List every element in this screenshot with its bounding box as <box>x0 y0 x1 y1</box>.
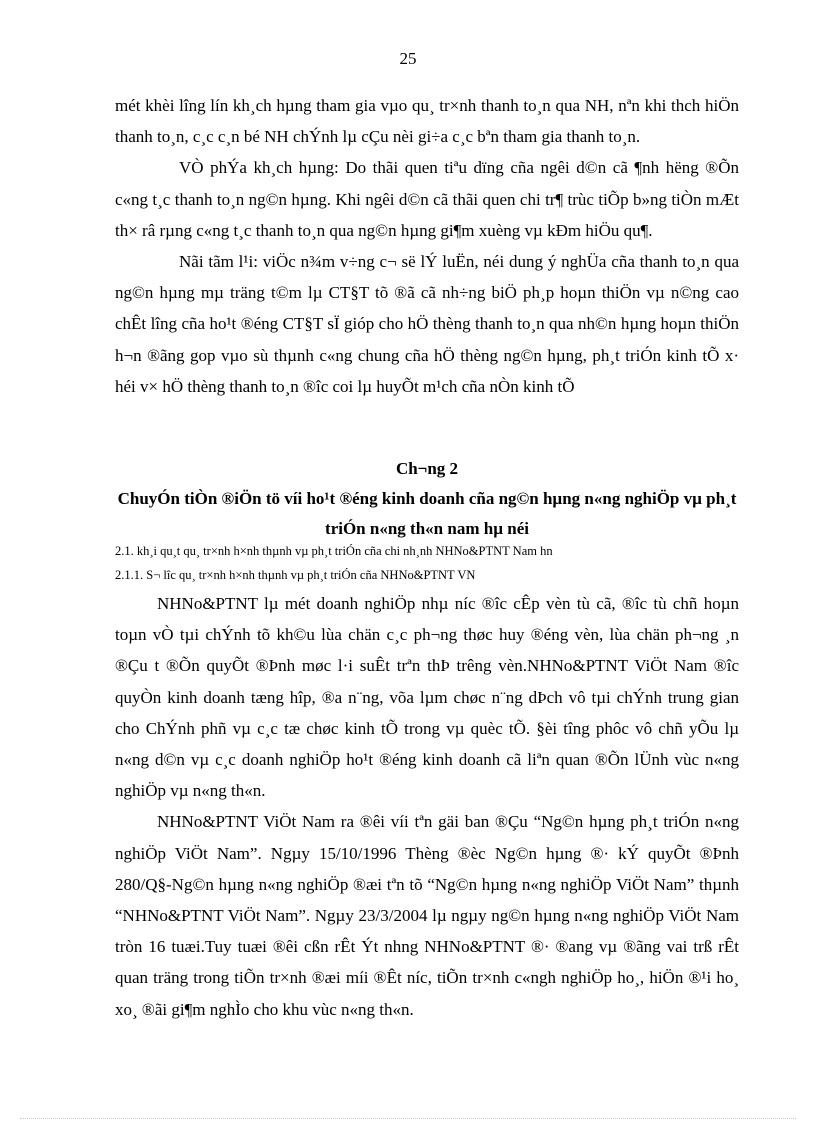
paragraph: NHNo&PTNT ViÖt Nam ra ®êi víi tªn gäi ban ®Çu “Ng©n hµng ph¸t triÓn n«ng nghiÖp ViÖt Nam”. Ngµy 15/10/1996 Thèng ®èc Ng©n hµng ®· kÝ quyÕt ®Þnh 280/Q§-Ng©n hµng n«ng nghiÖp ®æi tªn tõ “Ng©n hµng n«ng nghiÖp ViÖt Nam” thµnh “NHNo&PTNT ViÖt Nam”. Ngµy 23/3/2004 lµ ngµy ng©n hµng n«ng nghiÖp ViÖt Nam tròn 16 tuæi.Tuy tuæi ®êi cßn rÊt Ýt nhng NHNo&PTNT ®· ®ang vµ ®ãng vai trß rÊt quan träng trong tiÕn tr×nh ®æi míi ®Êt níc, tiÕn tr×nh c«ngh nghiÖp ho¸, hiÖn ®¹i ho¸ xo¸ ®ãi gi¶m nghÌo cho khu vùc n«ng th«n. <box>115 812 739 1019</box>
paragraph: Nãi tãm l¹i: viÖc n¾m v÷ng c¬ së lÝ luËn, néi dung ý nghÜa cña thanh to¸n qua ng©n hµng mµ träng t©m lµ CT§T tõ ®ã cã nh÷ng biÖ ph¸p hoµn thiÖn vµ n©ng cao chÊt lîng cña ho¹t ®éng CT§T sÏ gióp cho hÖ thèng thanh to¸n qua nh©n hµng hoµn thiÖn h¬n ®ãng gop vµo sù thµnh c«ng chung cña hÖ thèng ng©n hµng, ph¸t triÓn kinh tÕ x· héi v× hÖ thèng thanh to¸n ®îc coi lµ huyÕt m¹ch cña nÒn kinh tÕ <box>115 252 739 396</box>
section-heading-2-1: 2.1. kh¸i qu¸t qu¸ tr×nh h×nh thµnh vµ ph¸t triÓn cña chi nh¸nh NHNo&PTNT Nam hn <box>115 544 553 558</box>
paragraph: VÒ phÝa kh¸ch hµng: Do thãi quen tiªu dïng cña ngêi d©n cã ¶nh hëng ®Õn c«ng t¸c thanh to¸n ng©n hµng. Khi ngêi d©n cã thãi quen chi tr¶ trùc tiÕp b»ng tiÒn mÆt th× râ rµng c«ng t¸c thanh to¸n qua ng©n hµng gi¶m xuèng vµ kÐm hiÖu qu¶. <box>115 158 739 240</box>
chapter-subtitle: ChuyÓn tiÒn ®iÖn tö víi ho¹t ®éng kinh doanh cña ng©n hµng n«ng nghiÖp vµ ph¸t triÓn n«ng th«n nam hµ néi <box>117 489 737 538</box>
chapter-title: Ch¬ng 2 <box>395 459 459 478</box>
footer-rule <box>20 1118 796 1119</box>
paragraph: mét khèi lîng lín kh¸ch hµng tham gia vµo qu¸ tr×nh thanh to¸n qua NH, nªn khi thch hiÖn thanh to¸n, c¸c c¸n bé NH chÝnh lµ cÇu nèi gi÷a c¸c bªn tham gia thanh to¸n. <box>115 96 739 147</box>
section-heading-2-1-1: 2.1.1. S¬ lîc qu¸ tr×nh h×nh thµnh vµ ph¸t triÓn cña NHNo&PTNT VN <box>115 568 476 582</box>
main-text <box>115 588 739 1025</box>
page-number: 25 <box>399 49 417 68</box>
paragraph: NHNo&PTNT lµ mét doanh nghiÖp nhµ níc ®îc cÊp vèn tù cã, ®îc tù chñ hoµn toµn vÒ tµi chÝnh tõ kh©u lùa chän c¸c ph¬ng thøc huy ®éng vèn, lùa chän ph¬ng ¸n ®Çu t ®Õn quyÕt ®Þnh møc l·i suÊt trªn thÞ trêng vèn.NHNo&PTNT ViÖt Nam ®îc quyÒn kinh doanh tæng hîp, ®a n¨ng, võa lµm chøc n¨ng dÞch vô tµi chÝnh trung gian cho ChÝnh phñ vµ c¸c tæ chøc kinh tÕ trong vµ quèc tÕ. §èi tîng phôc vô chñ yÕu lµ n«ng d©n vµ c¸c doanh nghiÖp ho¹t ®éng kinh doanh cã liªn quan ®Õn lÜnh vùc n«ng nghiÖp vµ n«ng th«n. <box>115 594 739 801</box>
intro-text <box>115 90 739 402</box>
